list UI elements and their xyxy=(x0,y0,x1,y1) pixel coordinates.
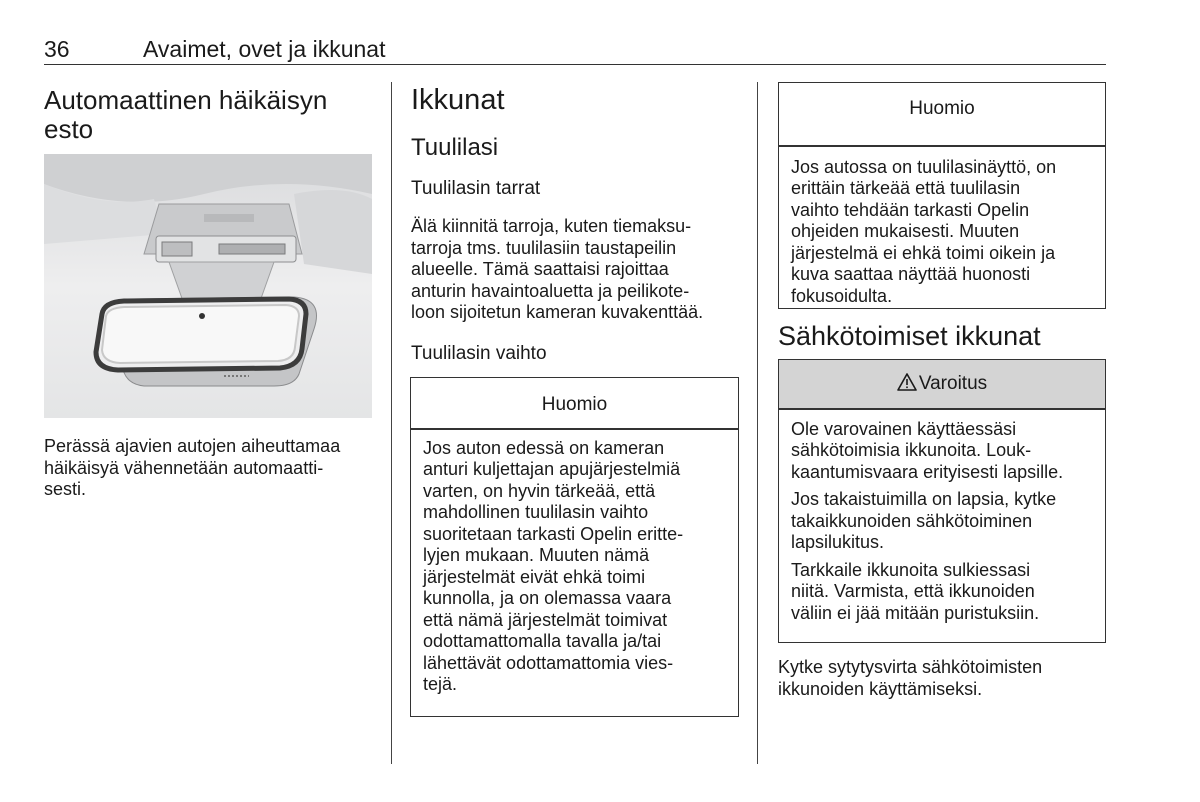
warning-triangle-icon xyxy=(897,373,917,396)
warning-paragraph-1: Ole varovainen käyttäessäsi sähkötoimisia ikkunoita. Louk- kaantumisvaara erityisesti lapsille. xyxy=(791,418,1064,482)
rear-view-mirror-illustration xyxy=(44,154,372,418)
warning-heading: Varoitus xyxy=(918,373,988,394)
power-windows-ignition-text: Kytke sytytysvirta sähkötoimisten ikkunoiden käyttämiseksi. xyxy=(778,657,1043,699)
column-divider-right xyxy=(757,82,758,764)
rear-view-mirror-image xyxy=(44,154,372,418)
notice-box-head-up-display xyxy=(778,82,1106,309)
heading-windshield-replacement: Tuulilasin vaihto xyxy=(411,343,547,364)
subsection-title-windshield: Tuulilasi xyxy=(411,134,499,161)
column-divider-left xyxy=(391,82,392,764)
page-number: 36 xyxy=(44,36,70,62)
notice-heading: Huomio xyxy=(541,394,608,415)
warning-box-power-windows xyxy=(778,359,1106,643)
section-title-windows: Ikkunat xyxy=(411,84,505,116)
notice-text: Jos auton edessä on kameran anturi kuljettajan apujärjestelmiä varten, on hyvin tärkeää, että mahdollinen tuulilasin vaihto suoritetaan tarkasti Opelin eritte- lyjen mukaan. Muuten nämä järjestelmät eivät ehkä toimi kunnolla, ja on olemassa vaara että nämä järjestelmät toimivat odottamattomalla tavalla ja/tai lähettävät odottamattomia vies- tejä. xyxy=(423,437,684,694)
windshield-stickers-text: Älä kiinnitä tarroja, kuten tiemaksu- tarroja tms. tuulilasiin taustapeilin alueelle. Tämä saattaisi rajoittaa anturin havaintoaluetta ja peilikote- loon sijoitetun kameran kuvakenttää. xyxy=(411,216,704,322)
warning-paragraph-3: Tarkkaile ikkunoita sulkiessasi niitä. Varmista, että ikkunoiden väliin ei jää mitään puristuksiin. xyxy=(791,559,1040,623)
heading-windshield-stickers: Tuulilasin tarrat xyxy=(411,178,541,199)
warning-paragraph-2: Jos takaistuimilla on lapsia, kytke takaikkunoiden sähkötoiminen lapsilukitus. xyxy=(791,489,1057,552)
section-title-antiglare: Automaattinen häikäisyn esto xyxy=(44,85,328,144)
section-title-power-windows: Sähkötoimiset ikkunat xyxy=(778,321,1041,351)
warning-header xyxy=(779,360,1105,408)
antiglare-caption: Perässä ajavien autojen aiheuttamaa häikäisyä vähennetään automaatti- sesti. xyxy=(44,436,341,499)
notice-text: Jos autossa on tuulilasinäyttö, on erittäin tärkeää että tuulilasin vaihto tehdään tarkasti Opelin ohjeiden mukaisesti. Muuten järjestelmä ei ehkä toimi oikein ja kuva saattaa näyttää huonosti fokusoidulta. xyxy=(791,156,1057,306)
notice-heading: Huomio xyxy=(909,98,975,119)
notice-box-windshield-replacement xyxy=(410,377,739,717)
chapter-title: Avaimet, ovet ja ikkunat xyxy=(143,36,386,62)
header-divider xyxy=(44,64,1106,65)
